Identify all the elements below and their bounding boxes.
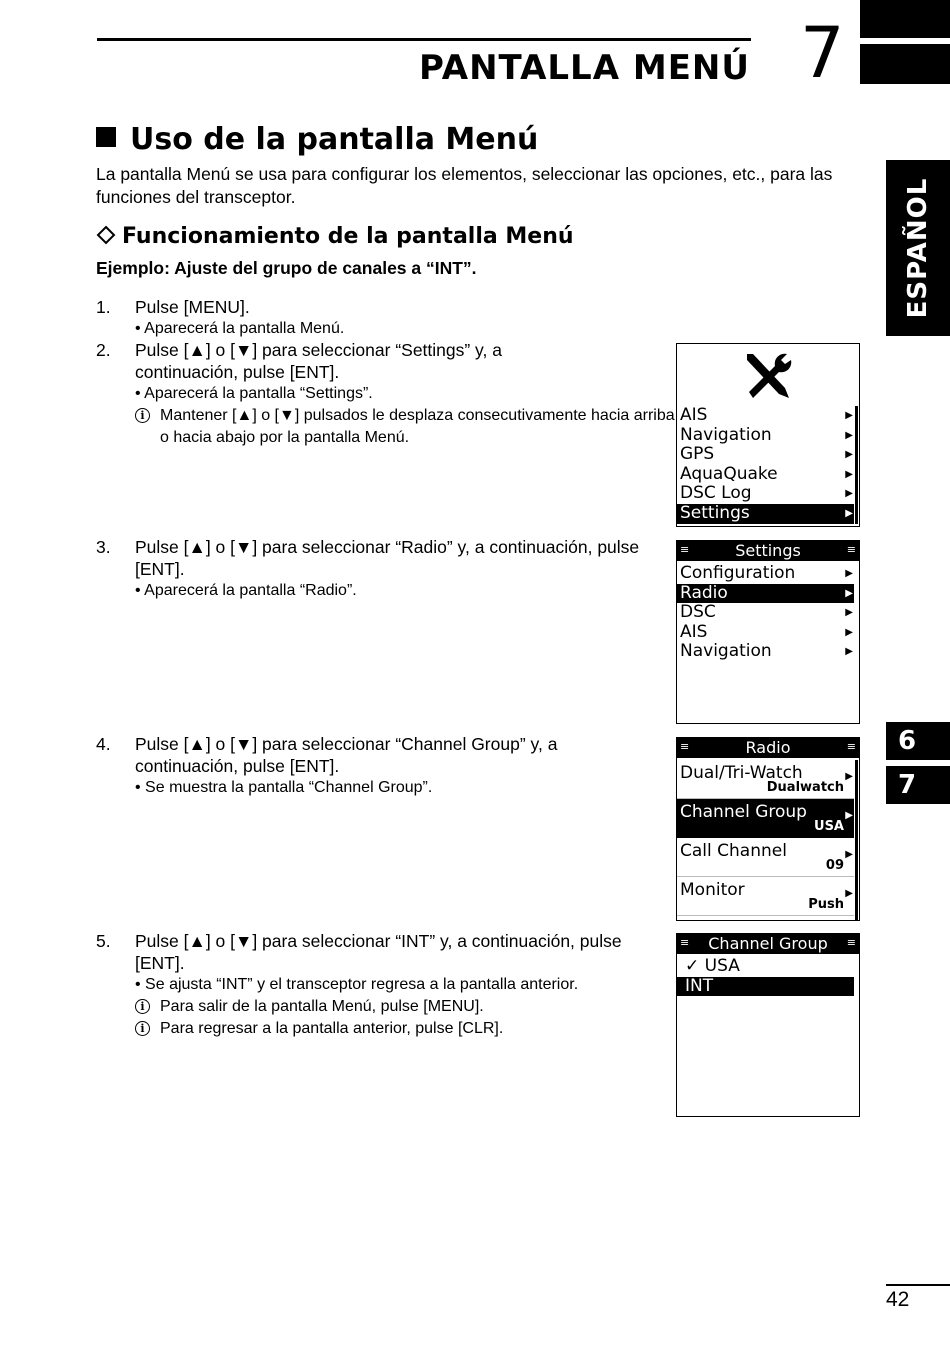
info-icon: i — [135, 1021, 150, 1036]
subsection-title-text: Funcionamiento de la pantalla Menú — [122, 224, 574, 249]
channel-group-title: Channel Group — [708, 934, 828, 953]
step-text: Pulse [▲] o [▼] para seleccionar “Radio” y, a continuación, pulse [ENT]. — [135, 537, 640, 579]
menu-item[interactable] — [677, 623, 854, 643]
header-rule — [97, 38, 751, 41]
menu-item[interactable] — [677, 406, 854, 426]
menu-lines-icon: ≡ — [680, 740, 690, 753]
arrow-right-icon: ▶ — [845, 587, 853, 599]
channel-group-header — [677, 934, 859, 954]
arrow-right-icon: ▶ — [845, 507, 853, 519]
step-sub: • Se muestra la pantalla “Channel Group”. — [135, 779, 433, 796]
menu-item-label: Monitor — [680, 880, 745, 900]
arrow-right-icon: ▶ — [845, 771, 853, 782]
step-sub: • Aparecerá la pantalla “Radio”. — [135, 582, 357, 599]
chapter-tab-7: 7 — [886, 766, 950, 804]
step-number: 5. — [96, 931, 111, 951]
step-sub: • Aparecerá la pantalla “Settings”. — [135, 385, 373, 402]
menu-item[interactable] — [677, 977, 854, 997]
radio-list — [677, 760, 859, 916]
settings-header — [677, 541, 859, 561]
example-text: Ejemplo: Ajuste del grupo de canales a “INT”. — [96, 258, 477, 278]
menu-item-label: Dual/Tri-Watch — [680, 763, 803, 783]
step-number: 4. — [96, 734, 111, 754]
menu-screen — [676, 343, 860, 527]
chapter-tab-6: 6 — [886, 722, 950, 760]
channel-group-screen — [676, 933, 860, 1117]
arrow-right-icon: ▶ — [845, 449, 853, 461]
menu-item[interactable] — [677, 838, 854, 877]
menu-item-label: AquaQuake — [680, 463, 778, 484]
menu-item-label: Navigation — [680, 424, 772, 445]
arrow-right-icon: ▶ — [845, 646, 853, 658]
step-text: Pulse [▲] o [▼] para seleccionar “INT” y, a continuación, pulse [ENT]. — [135, 931, 622, 973]
menu-item-label: AIS — [680, 405, 708, 425]
step-2 — [96, 339, 675, 449]
step-note — [135, 405, 675, 449]
chapter-number: 7 — [800, 12, 845, 94]
menu-lines-icon: ≡ — [846, 740, 856, 753]
menu-item-label: AIS — [680, 621, 708, 642]
menu-scrollbar — [855, 406, 858, 524]
step-number: 3. — [96, 537, 111, 557]
menu-item[interactable] — [677, 564, 854, 584]
menu-item[interactable] — [677, 484, 854, 504]
menu-item-value: Push — [808, 897, 844, 912]
square-bullet-icon — [96, 127, 116, 147]
arrow-right-icon: ▶ — [845, 888, 853, 899]
menu-item-label: DSC Log — [680, 483, 752, 504]
info-icon: i — [135, 408, 150, 423]
language-tab — [886, 160, 950, 336]
menu-item-value: Dualwatch — [766, 780, 844, 795]
menu-item[interactable] — [677, 760, 854, 799]
arrow-right-icon: ▶ — [845, 488, 853, 500]
step-4 — [96, 733, 656, 799]
subsection-title — [96, 224, 574, 249]
step-number: 2. — [96, 340, 111, 360]
section-title — [96, 122, 538, 157]
menu-list — [677, 406, 859, 524]
menu-tools-area — [677, 344, 859, 406]
menu-lines-icon: ≡ — [680, 543, 690, 556]
step-sub: • Se ajusta “INT” y el transceptor regresa a la pantalla anterior. — [135, 976, 579, 993]
menu-item-label: Settings — [680, 502, 750, 523]
menu-lines-icon: ≡ — [846, 936, 856, 949]
arrow-right-icon: ▶ — [845, 410, 853, 421]
menu-lines-icon: ≡ — [680, 936, 690, 949]
menu-item[interactable] — [677, 465, 854, 485]
header-bar-top — [860, 0, 950, 38]
menu-item[interactable] — [677, 504, 854, 524]
arrow-right-icon: ▶ — [845, 607, 853, 619]
header-bar-bottom — [860, 44, 950, 84]
arrow-right-icon: ▶ — [845, 468, 853, 480]
menu-item-value: 09 — [825, 858, 844, 873]
page-number: 42 — [886, 1288, 910, 1311]
intro-text: La pantalla Menú se usa para configurar los elementos, seleccionar las opciones, etc., para las funciones del transceptor. — [96, 164, 833, 207]
step-text: Pulse [MENU]. — [135, 297, 250, 317]
arrow-right-icon: ▶ — [845, 429, 853, 441]
settings-screen — [676, 540, 860, 724]
menu-item-label: Radio — [680, 582, 728, 603]
language-label: ESPAÑOL — [903, 177, 933, 319]
step-note-text: Para salir de la pantalla Menú, pulse [MENU]. — [160, 998, 484, 1015]
diamond-icon — [96, 225, 116, 245]
menu-item[interactable] — [677, 445, 854, 465]
footer-rule — [886, 1284, 950, 1286]
menu-item[interactable] — [677, 877, 854, 916]
arrow-right-icon: ▶ — [845, 568, 853, 579]
menu-item-label: Call Channel — [680, 841, 787, 861]
section-title-text: Uso de la pantalla Menú — [130, 122, 539, 157]
arrow-right-icon: ▶ — [845, 849, 853, 860]
step-3 — [96, 536, 656, 602]
step-text: Pulse [▲] o [▼] para seleccionar “Channel Group” y, a continuación, pulse [ENT]. — [135, 734, 558, 776]
menu-item-label: INT — [685, 975, 714, 996]
menu-item[interactable] — [677, 584, 854, 604]
radio-scrollbar — [855, 760, 858, 920]
menu-item[interactable] — [677, 603, 854, 623]
radio-screen — [676, 737, 860, 921]
step-text: Pulse [▲] o [▼] para seleccionar “Settings” y, a continuación, pulse [ENT]. — [135, 340, 502, 382]
step-5 — [96, 930, 656, 1040]
radio-header — [677, 738, 859, 758]
radio-title: Radio — [745, 738, 791, 757]
step-note — [135, 996, 656, 1018]
menu-item[interactable] — [677, 957, 854, 977]
menu-item-label: Channel Group — [680, 802, 807, 822]
step-note-text: Mantener [▲] o [▼] pulsados le desplaza consecutivamente hacia arriba o hacia abajo por la pantalla Menú. — [160, 407, 675, 446]
menu-item[interactable] — [677, 642, 854, 662]
settings-title: Settings — [735, 541, 801, 560]
channel-group-list — [677, 957, 859, 996]
arrow-right-icon: ▶ — [845, 810, 853, 821]
menu-item-value: USA — [814, 819, 844, 834]
menu-item-label: ✓ USA — [685, 956, 740, 976]
step-sub: • Aparecerá la pantalla Menú. — [135, 320, 345, 337]
step-note-text: Para regresar a la pantalla anterior, pulse [CLR]. — [160, 1020, 504, 1037]
menu-item-label: GPS — [680, 444, 715, 465]
step-1 — [96, 296, 656, 340]
tools-icon — [739, 348, 795, 404]
menu-lines-icon: ≡ — [846, 543, 856, 556]
menu-item[interactable] — [677, 426, 854, 446]
menu-item-label: Configuration — [680, 563, 796, 583]
menu-item-label: DSC — [680, 602, 716, 623]
menu-item-label: Navigation — [680, 641, 772, 662]
arrow-right-icon: ▶ — [845, 626, 853, 638]
settings-list — [677, 564, 859, 662]
info-icon: i — [135, 999, 150, 1014]
step-note — [135, 1018, 656, 1040]
chapter-title: PANTALLA MENÚ — [418, 48, 750, 88]
step-number: 1. — [96, 297, 111, 317]
menu-item[interactable] — [677, 799, 854, 838]
